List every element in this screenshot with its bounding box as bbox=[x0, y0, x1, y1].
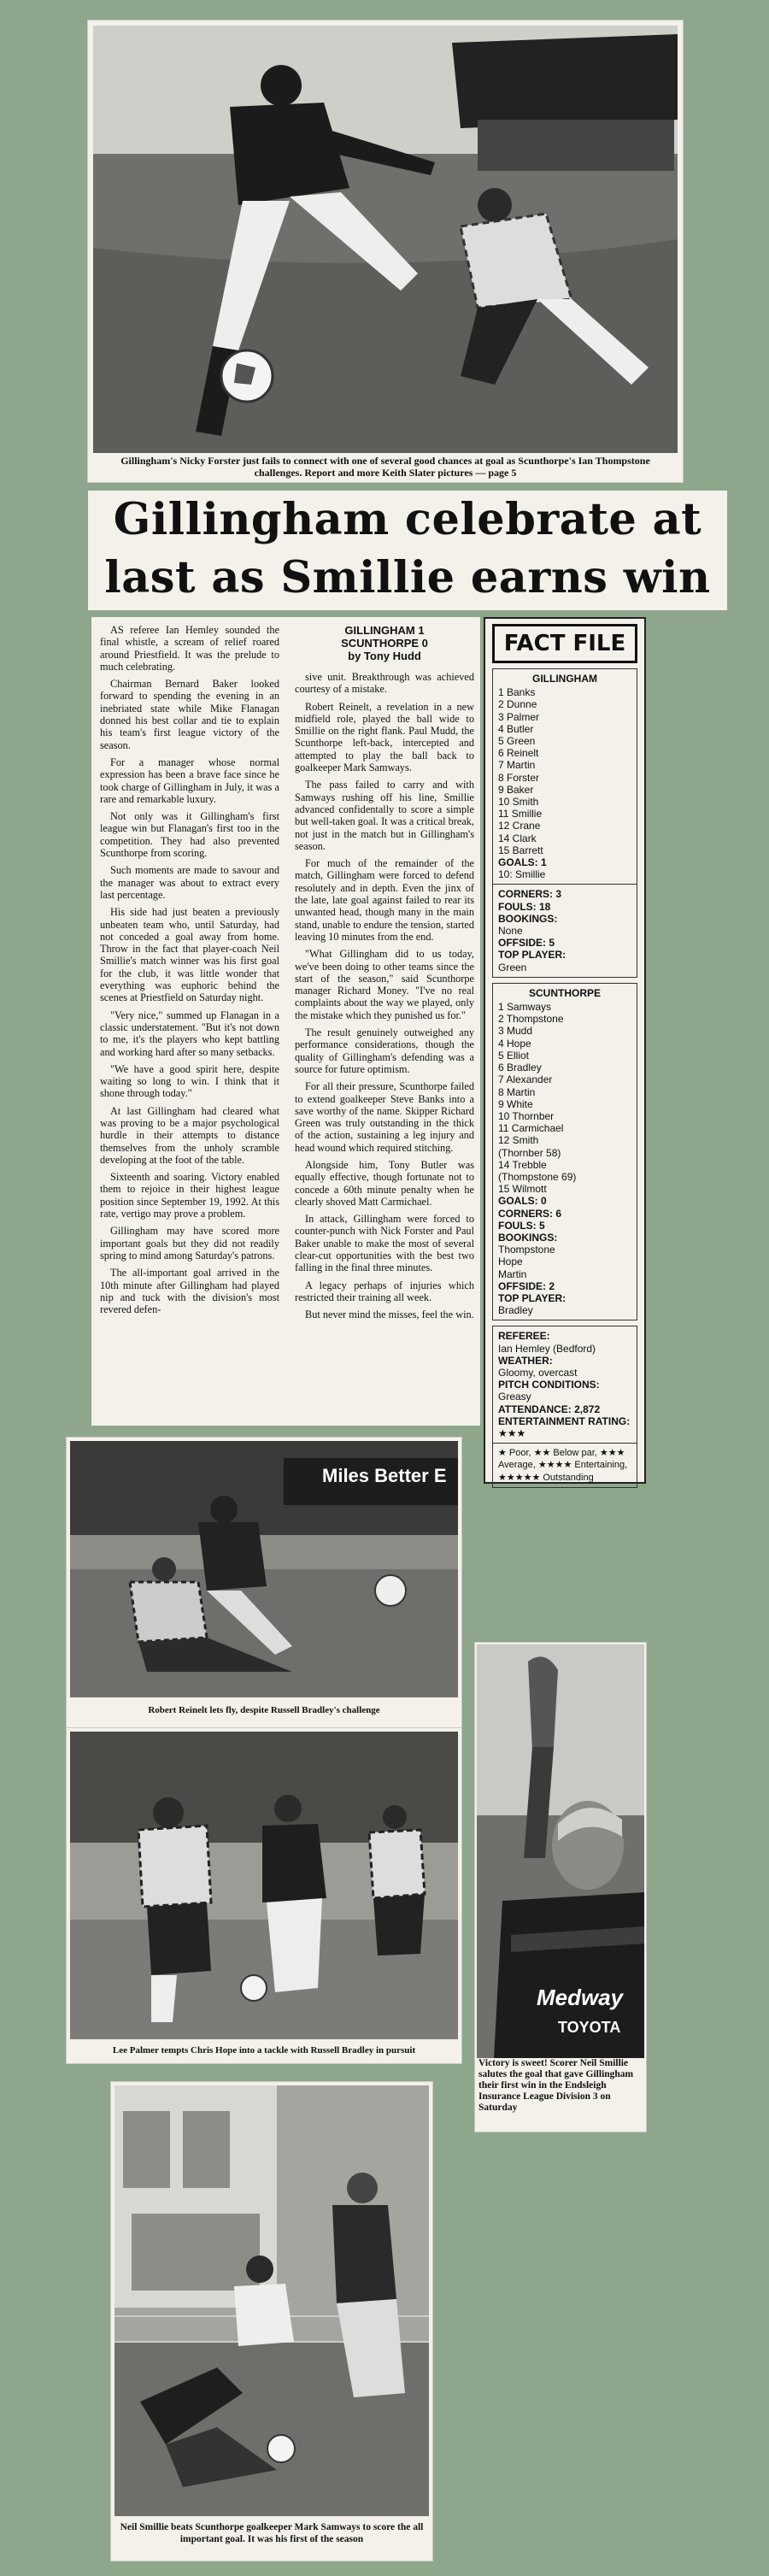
palmer-hope-photo bbox=[70, 1732, 458, 2039]
article-paragraph: His side had just beaten a previously unbeaten team who, until Saturday, had not conceded a goal away from home. Throw in the fact that player-coach Neil Smillie's match winner was his first goal for the club, it was little wonder that everything was euphoric behind the scenes at Priestfield on Saturday night. bbox=[100, 906, 279, 1004]
photo-3-clipping bbox=[67, 1728, 461, 2063]
article-column-1 bbox=[100, 624, 279, 1320]
lineup-player: 12 Smith bbox=[498, 1134, 539, 1147]
gillingham-offside: OFFSIDE: 5 bbox=[498, 937, 555, 950]
referee-name: Ian Hemley (Bedford) bbox=[498, 1342, 596, 1355]
attendance: ATTENDANCE: 2,872 bbox=[498, 1403, 601, 1415]
smillie-goal-photo bbox=[114, 2085, 429, 2516]
fact-file-box bbox=[484, 617, 646, 1484]
team-name-scunthorpe: SCUNTHORPE bbox=[528, 986, 601, 999]
divider bbox=[493, 1443, 637, 1444]
gillingham-fouls: FOULS: 18 bbox=[498, 900, 551, 913]
article-paragraph: AS referee Ian Hemley sounded the final whistle, a scream of relief roared around Priestfield. It was the prelude to much celebrating. bbox=[100, 624, 279, 673]
scunthorpe-top-player: Bradley bbox=[498, 1304, 533, 1317]
fact-file-title: FACT FILE bbox=[492, 624, 637, 663]
lineup-player: 12 Crane bbox=[498, 820, 541, 832]
lineup-player: 9 White bbox=[498, 1097, 533, 1110]
article-paragraph: For much of the remainder of the match, Gillingham were forced to defend resolutely and in depth. Even the jinx of the late, late goal against failed to rear its unwanted head, though many in the main stand, unable to endure the tension, started leaving 10 minutes from the end. bbox=[295, 857, 474, 943]
lineup-player: 5 Elliot bbox=[498, 1049, 530, 1062]
lineup-player: (Thompstone 69) bbox=[498, 1170, 577, 1183]
lineup-player: 6 Bradley bbox=[498, 1062, 542, 1074]
lineup-player: 7 Alexander bbox=[498, 1073, 553, 1086]
article-paragraph: Robert Reinelt, a revelation in a new midfield role, played the ball wide to Smillie on the right flank. Paul Mudd, the Scunthorpe left-back, intercepted and attempted to play the ball back to goalkeeper Mark Samways. bbox=[295, 700, 474, 774]
photo-5-caption: Neil Smillie beats Scunthorpe goalkeeper Mark Samways to score the all important goal. It was his first of the season bbox=[120, 2522, 424, 2544]
fact-file-gillingham bbox=[492, 668, 637, 978]
article-paragraph: "Very nice," summed up Flanagan in a classic understatement. "But it's not down to me, it's the players who kept battling and working hard after so many setbacks. bbox=[100, 1009, 279, 1058]
photo-2-caption: Robert Reinelt lets fly, despite Russell Bradley's challenge bbox=[148, 1705, 380, 1715]
lineup-player: 8 Martin bbox=[498, 1085, 536, 1098]
entertainment-label: ENTERTAINMENT RATING: bbox=[498, 1414, 631, 1427]
reinelt-photo bbox=[70, 1441, 458, 1697]
scunthorpe-top-player-label: TOP PLAYER: bbox=[498, 1291, 566, 1304]
entertainment-rating-stars: ★★★ bbox=[498, 1426, 526, 1439]
headline-line-2: last as Smillie earns win bbox=[104, 552, 711, 603]
lineup-player: 9 Baker bbox=[498, 783, 534, 796]
lineup-player: 8 Forster bbox=[498, 771, 540, 784]
match-report bbox=[91, 617, 480, 1426]
pitch-value: Greasy bbox=[498, 1391, 531, 1403]
fact-file-match-info bbox=[492, 1326, 637, 1487]
scoreline-home: GILLINGHAM 1 bbox=[344, 624, 425, 637]
scunthorpe-booking: Martin bbox=[498, 1267, 527, 1280]
article-paragraph: Alongside him, Tony Butler was equally effective, though fortunate not to concede a 60th minute penalty when he clearly shoved Matt Carmichael. bbox=[295, 1158, 474, 1208]
article-paragraph: Not only was it Gillingham's first league win but Flanagan's first too in the competition. They had also prevented Scunthorpe from scoring. bbox=[100, 810, 279, 860]
lineup-player: 1 Banks bbox=[498, 686, 536, 699]
article-paragraph: The all-important goal arrived in the 10th minute after Gillingham had played nip and tuck with the division's most revered defen- bbox=[100, 1267, 279, 1316]
shirt-brand: TOYOTA bbox=[558, 2019, 621, 2036]
article-paragraph: "What Gillingham did to us today, we've been doing to other teams since the start of the season," said Scunthorpe manager Richard Money. "I've no real complaints about the way we played, only the mistake which they punished us for." bbox=[295, 948, 474, 1021]
top-photo-clipping bbox=[88, 21, 683, 482]
gillingham-corners: CORNERS: 3 bbox=[498, 888, 562, 901]
weather-value: Gloomy, overcast bbox=[498, 1366, 578, 1379]
headline bbox=[88, 491, 727, 610]
gillingham-lineup bbox=[498, 686, 631, 856]
article-paragraph: But never mind the misses, feel the win. bbox=[305, 1309, 474, 1321]
gillingham-bookings: None bbox=[498, 925, 523, 938]
author-byline: by Tony Hudd bbox=[348, 650, 421, 662]
scunthorpe-corners: CORNERS: 6 bbox=[498, 1207, 562, 1220]
article-column-2 bbox=[295, 624, 474, 1326]
lineup-player: 14 Trebble bbox=[498, 1158, 547, 1171]
scunthorpe-bookings-label: BOOKINGS: bbox=[498, 1231, 558, 1244]
article-paragraph: A legacy perhaps of injuries which restricted their training all week. bbox=[295, 1279, 474, 1303]
article-paragraph: The pass failed to carry and with Samways rushing off his line, Smillie advanced confidentally to score a simple but well-taken goal. It was a critical break, not just in the match but in Gillingham's season. bbox=[295, 779, 474, 852]
lineup-player: 2 Thompstone bbox=[498, 1013, 564, 1026]
lineup-player: 2 Dunne bbox=[498, 698, 537, 711]
lineup-player: 11 Carmichael bbox=[498, 1122, 564, 1135]
article-paragraph: Chairman Bernard Baker looked forward to spending the evening in an inebriated state while Mike Flanagan donned his best collar and tie to explain his team's first league victory of the season. bbox=[100, 678, 279, 751]
headline-line-1: Gillingham celebrate at bbox=[113, 494, 702, 545]
referee-label: REFEREE: bbox=[498, 1330, 550, 1343]
article-paragraph: Gillingham may have scored more important goals but they did not readily spring to mind among Saturday's patrons. bbox=[100, 1225, 279, 1262]
gillingham-top-player-label: TOP PLAYER: bbox=[498, 949, 566, 962]
article-paragraph: For all their pressure, Scunthorpe failed to extend goalkeeper Steve Banks into a save worthy of the name. Skipper Richard Green was truly outstanding in the thick of the action, sustaining a leg injury and head wound which required stitching. bbox=[295, 1080, 474, 1154]
smillie-salute-photo bbox=[477, 1644, 644, 2058]
photo-2-clipping bbox=[67, 1438, 461, 1728]
lineup-player: 14 Clark bbox=[498, 832, 537, 844]
lineup-player: 4 Butler bbox=[498, 722, 534, 735]
lineup-player: 6 Reinelt bbox=[498, 747, 539, 760]
article-paragraph: Sixteenth and soaring. Victory enabled them to rejoice in their highest league position since September 19, 1992. At this rate, vertigo may prove a problem. bbox=[100, 1171, 279, 1220]
scunthorpe-goals: GOALS: 0 bbox=[498, 1195, 547, 1208]
lineup-player: 10 Thornber bbox=[498, 1109, 555, 1122]
gillingham-bookings-label: BOOKINGS: bbox=[498, 912, 558, 925]
scunthorpe-booking: Thompstone bbox=[498, 1244, 555, 1256]
top-photo-caption: Gillingham's Nicky Forster just fails to connect with one of several good chances at goal as Scunthorpe's Ian Thompstone challenges. Report and more Keith Slater pictures — page 5 bbox=[120, 455, 650, 479]
advertising-board: Miles Better E bbox=[322, 1465, 447, 1486]
lineup-player: 3 Palmer bbox=[498, 710, 540, 723]
gillingham-goals: GOALS: 1 bbox=[498, 856, 547, 869]
lineup-player: 3 Mudd bbox=[498, 1025, 533, 1038]
article-paragraph: At last Gillingham had cleared what was proving to be a major psychological hurdle in their attempts to distance themselves from the unholy scramble developing at the foot of the table. bbox=[100, 1104, 279, 1166]
lineup-player: 10 Smith bbox=[498, 796, 539, 809]
article-paragraph: For a manager whose normal expression has been a brave face since he took charge of Gillingham in July, it was a rare and remarkable luxury. bbox=[100, 756, 279, 805]
article-paragraph: "We have a good spirit here, despite waiting so long to win. I think that it shone through today." bbox=[100, 1062, 279, 1100]
lineup-player: 1 Samways bbox=[498, 1001, 552, 1014]
article-paragraph: sive unit. Breakthrough was achieved courtesy of a mistake. bbox=[295, 671, 474, 696]
scunthorpe-fouls: FOULS: 5 bbox=[498, 1219, 545, 1232]
gillingham-goals-detail: 10: Smillie bbox=[498, 868, 546, 881]
team-name-gillingham: GILLINGHAM bbox=[532, 673, 597, 685]
lineup-player: 5 Green bbox=[498, 735, 536, 748]
article-paragraph: In attack, Gillingham were forced to counter-punch with Nick Forster and Paul Baker unable to make the most of several clear-cut opportunities with the best two falling in the final three minutes. bbox=[295, 1213, 474, 1274]
top-match-photo bbox=[93, 26, 678, 453]
pitch-label: PITCH CONDITIONS: bbox=[498, 1379, 600, 1391]
lineup-player: 4 Hope bbox=[498, 1037, 531, 1050]
scunthorpe-offside: OFFSIDE: 2 bbox=[498, 1279, 555, 1292]
article-paragraph: Such moments are made to savour and the manager was about to extract every last percentage. bbox=[100, 864, 279, 901]
lineup-player: 15 Wilmott bbox=[498, 1183, 547, 1196]
gillingham-top-player: Green bbox=[498, 961, 527, 973]
rating-key: ★ Poor, ★★ Below par, ★★★ Average, ★★★★ Entertaining, ★★★★★ Outstanding bbox=[498, 1448, 628, 1483]
photo-4-clipping bbox=[475, 1643, 646, 2132]
scunthorpe-booking: Hope bbox=[498, 1256, 523, 1268]
fact-file-scunthorpe bbox=[492, 983, 637, 1320]
lineup-player: (Thornber 58) bbox=[498, 1146, 561, 1159]
lineup-player: 7 Martin bbox=[498, 759, 536, 772]
scoreline bbox=[295, 624, 474, 662]
scunthorpe-lineup bbox=[498, 1001, 631, 1195]
divider bbox=[493, 884, 637, 885]
shirt-sponsor: Medway bbox=[537, 1985, 624, 2010]
article-paragraph: The result genuinely outweighed any performance considerations, though the quality of Gillingham's defending was a source for future optimism. bbox=[295, 1026, 474, 1075]
scoreline-away: SCUNTHORPE 0 bbox=[341, 637, 428, 650]
photo-5-clipping bbox=[111, 2082, 432, 2561]
lineup-player: 11 Smillie bbox=[498, 808, 543, 820]
photo-3-caption: Lee Palmer tempts Chris Hope into a tackle with Russell Bradley in pursuit bbox=[112, 2045, 416, 2056]
lineup-player: 15 Barrett bbox=[498, 844, 543, 856]
photo-4-caption: Victory is sweet! Scorer Neil Smillie salutes the goal that gave Gillingham their first win in the Endsleigh Insurance League Division 3 on Saturday bbox=[478, 2058, 634, 2113]
article-column-2-body bbox=[295, 671, 474, 1321]
weather-label: WEATHER: bbox=[498, 1354, 553, 1367]
